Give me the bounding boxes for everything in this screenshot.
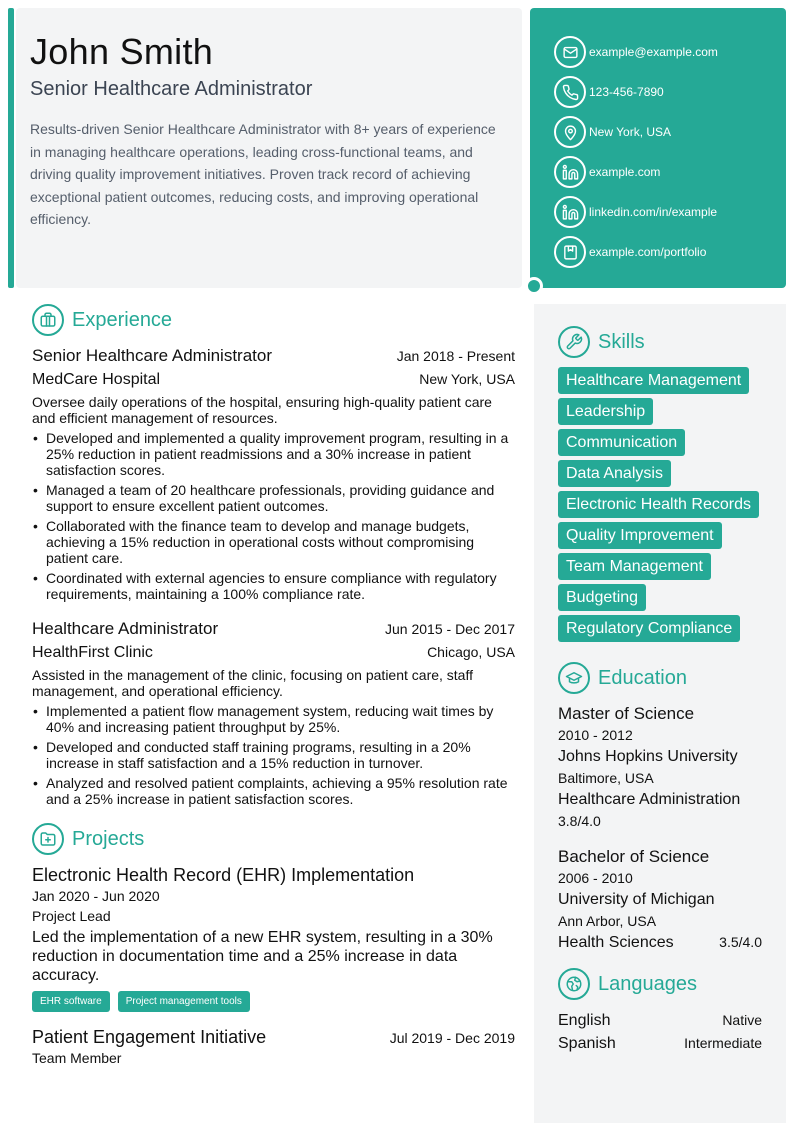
project-tag: Project management tools [118, 991, 250, 1012]
header-panel [16, 8, 522, 288]
job-title: Senior Healthcare Administrator [32, 346, 273, 365]
school-name: Johns Hopkins University [558, 748, 738, 765]
job-entry [32, 618, 515, 807]
skill-badge: Quality Improvement [558, 522, 722, 549]
gpa: 3.8/4.0 [558, 813, 601, 829]
contact-panel [530, 8, 786, 288]
job-entry [32, 345, 515, 602]
header-accent-bar [8, 8, 14, 288]
contact-email[interactable] [554, 32, 786, 72]
projects-header [32, 823, 515, 855]
skill-badge: Electronic Health Records [558, 491, 759, 518]
job-title: Healthcare Administrator [32, 619, 219, 638]
contact-email-text: example@example.com [589, 45, 718, 59]
school-name: University of Michigan [558, 891, 715, 908]
project-title: Patient Engagement Initiative [32, 1027, 267, 1047]
contact-portfolio[interactable] [554, 232, 786, 272]
contact-phone[interactable] [554, 72, 786, 112]
language-level: Intermediate [684, 1035, 762, 1051]
languages-header [558, 968, 762, 1000]
location-pin-icon [554, 116, 586, 148]
skill-badge: Regulatory Compliance [558, 615, 740, 642]
education-title: Education [598, 666, 687, 689]
field-of-study: Healthcare Administration [558, 791, 741, 808]
contact-linkedin-text: linkedin.com/in/example [589, 205, 718, 219]
contact-location-text: New York, USA [589, 125, 672, 139]
gpa: 3.5/4.0 [719, 934, 762, 950]
field-of-study: Health Sciences [558, 934, 674, 951]
degree: Bachelor of Science [558, 847, 710, 866]
person-title: Senior Healthcare Administrator [30, 78, 313, 100]
phone-icon [554, 76, 586, 108]
languages-title: Languages [598, 972, 697, 995]
skill-badge: Communication [558, 429, 685, 456]
project-role: Project Lead [32, 908, 111, 924]
school-location: Baltimore, USA [558, 770, 654, 786]
language-name: Spanish [558, 1035, 616, 1052]
portfolio-icon [554, 236, 586, 268]
project-tag: EHR software [32, 991, 110, 1012]
job-date: Jun 2015 - Dec 2017 [385, 621, 515, 637]
job-date: Jan 2018 - Present [396, 348, 515, 364]
project-date: Jul 2019 - Dec 2019 [389, 1030, 515, 1046]
linkedin-icon [554, 156, 586, 188]
experience-header [32, 304, 515, 336]
mail-icon [554, 36, 586, 68]
achievement-item: • Implemented a patient flow management system, reducing wait times by 40% and increasing patient throughput by 25%. [32, 703, 515, 735]
language-level: Native [722, 1012, 762, 1028]
achievement-item: • Developed and conducted staff training programs, resulting in a 20% increase in staff satisfaction and a 15% reduction in turnover. [32, 739, 515, 771]
skills-list [558, 367, 762, 642]
job-achievements [32, 703, 515, 807]
education-years: 2006 - 2010 [558, 870, 633, 886]
graduation-cap-icon [558, 662, 590, 694]
project-tags [32, 991, 515, 1012]
project-entry [32, 1026, 515, 1068]
job-location: Chicago, USA [427, 644, 515, 660]
project-title: Electronic Health Record (EHR) Implementation [32, 865, 415, 885]
education-years: 2010 - 2012 [558, 727, 633, 743]
briefcase-icon [32, 304, 64, 336]
achievement-item: • Developed and implemented a quality improvement program, resulting in a 25% reduction in patient readmissions and a 30% increase in patient satisfaction scores. [32, 430, 515, 478]
language-name: English [558, 1012, 611, 1029]
contact-location [554, 112, 786, 152]
globe-icon [558, 968, 590, 1000]
job-description: Oversee daily operations of the hospital, ensuring high-quality patient care and efficient management of resources. [32, 394, 492, 426]
skill-badge: Budgeting [558, 584, 646, 611]
skill-badge: Healthcare Management [558, 367, 749, 394]
contact-linkedin[interactable] [554, 192, 786, 232]
project-description: Led the implementation of a new EHR system, resulting in a 30% reduction in documentation time and a 25% increase in data accuracy. [32, 929, 493, 984]
contact-phone-text: 123-456-7890 [589, 85, 664, 99]
skill-badge: Data Analysis [558, 460, 671, 487]
folder-icon [32, 823, 64, 855]
contact-portfolio-text: example.com/portfolio [589, 245, 707, 259]
connector-dot [525, 277, 543, 295]
education-entry [558, 703, 762, 832]
contact-website[interactable] [554, 152, 786, 192]
project-entry [32, 864, 515, 1012]
experience-title: Experience [72, 308, 173, 331]
contact-website-text: example.com [589, 165, 661, 179]
job-description: Assisted in the management of the clinic, focusing on patient care, staff management, and operational efficiency. [32, 667, 473, 699]
project-date: Jan 2020 - Jun 2020 [32, 888, 160, 904]
main-column [32, 304, 515, 1082]
education-entry [558, 846, 762, 954]
summary-text: Results-driven Senior Healthcare Administrator with 8+ years of experience in managing healthcare operations, leading cross-functional teams, and driving quality improvement initiatives. Proven track record of achieving exceptional patient outcomes, reducing costs, and improving operational efficiency. [30, 121, 496, 228]
job-achievements [32, 430, 515, 602]
job-company: HealthFirst Clinic [32, 644, 153, 661]
job-location: New York, USA [419, 371, 515, 387]
achievement-item: • Coordinated with external agencies to ensure compliance with regulatory requirements, maintaining a 100% compliance rate. [32, 570, 515, 602]
language-row [558, 1032, 762, 1055]
school-location: Ann Arbor, USA [558, 913, 657, 929]
wrench-icon [558, 326, 590, 358]
person-name: John Smith [30, 31, 214, 72]
achievement-item: • Collaborated with the finance team to develop and manage budgets, achieving a 15% reduction in operational costs without compromising patient care. [32, 518, 515, 566]
achievement-item: • Managed a team of 20 healthcare professionals, providing guidance and support to ensure excellent patient outcomes. [32, 482, 515, 514]
linkedin-icon [554, 196, 586, 228]
job-company: MedCare Hospital [32, 371, 161, 388]
skill-badge: Team Management [558, 553, 711, 580]
projects-title: Projects [72, 827, 145, 850]
education-header [558, 662, 762, 694]
skills-title: Skills [598, 330, 645, 353]
achievement-item: • Analyzed and resolved patient complaints, achieving a 95% resolution rate and a 25% increase in patient satisfaction scores. [32, 775, 515, 807]
language-row [558, 1009, 762, 1032]
degree: Master of Science [558, 704, 695, 723]
project-role: Team Member [32, 1050, 122, 1066]
skills-header [558, 326, 762, 358]
skill-badge: Leadership [558, 398, 653, 425]
sidebar [534, 304, 786, 1123]
